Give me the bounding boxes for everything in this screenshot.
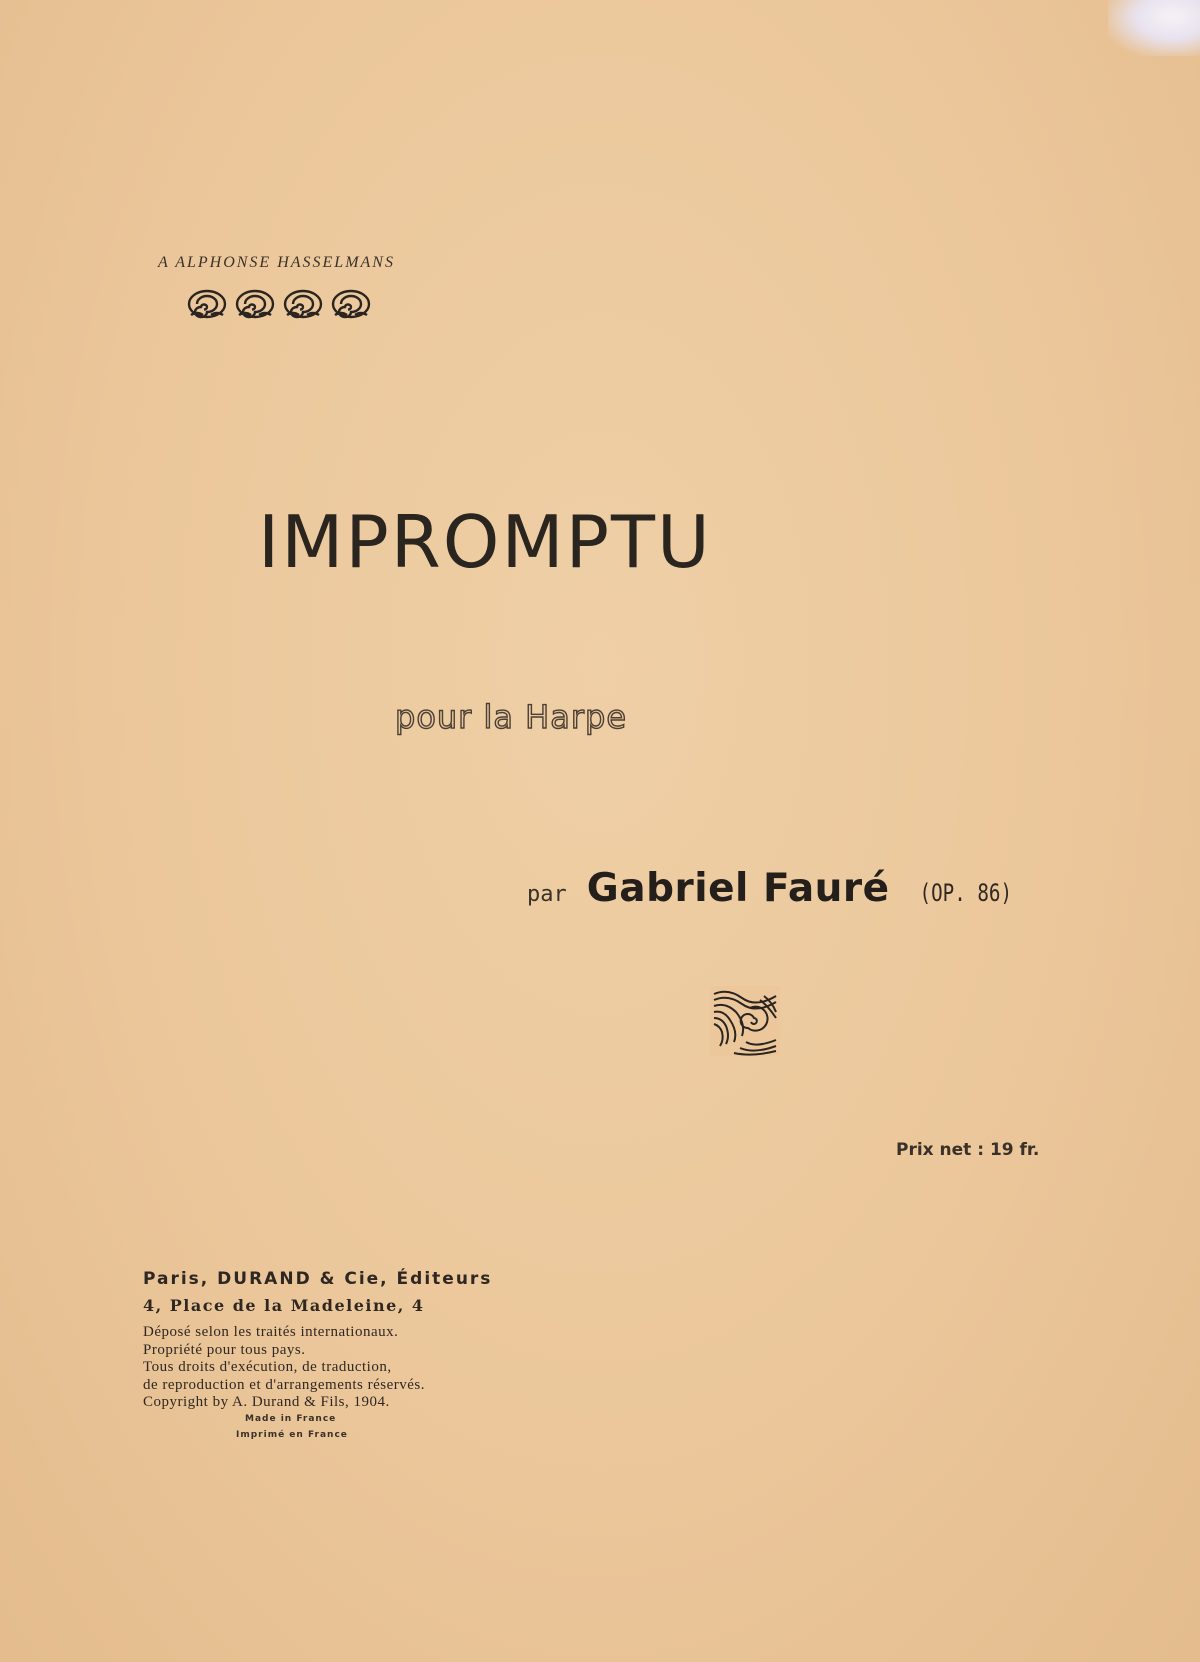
ornament-row — [186, 288, 372, 320]
legal-line: Tous droits d'exécution, de traduction, — [143, 1359, 392, 1375]
legal-line: de reproduction et d'arrangements réservés. — [143, 1376, 426, 1393]
publisher-imprint — [143, 1266, 492, 1412]
made-in-label: Made in France — [245, 1414, 337, 1424]
publisher-name: Paris, DURAND & Cie, Éditeurs — [143, 1269, 493, 1289]
legal-line: Propriété pour tous pays. — [143, 1341, 306, 1358]
dedication: A ALPHONSE HASSELMANS — [158, 254, 395, 271]
swirl-ornament-icon — [234, 288, 276, 320]
wave-emblem-icon — [710, 986, 780, 1056]
opus-number: (OP. 86) — [919, 879, 1012, 907]
price: Prix net : 19 fr. — [896, 1140, 1040, 1160]
composer-prefix: par — [527, 882, 567, 907]
legal-line: Déposé selon les traités internationaux. — [143, 1324, 399, 1340]
paper-stain — [1108, 0, 1200, 56]
publisher-address: 4, Place de la Madeleine, 4 — [143, 1296, 425, 1315]
swirl-ornament-icon — [330, 288, 372, 320]
swirl-ornament-icon — [186, 288, 228, 320]
page-title: IMPROMPTU — [258, 500, 712, 584]
swirl-ornament-icon — [282, 288, 324, 320]
subtitle: pour la Harpe — [395, 698, 627, 736]
emblem — [710, 986, 780, 1060]
legal-notice — [143, 1324, 492, 1412]
composer-line — [527, 866, 1023, 911]
copyright-line: Copyright by A. Durand & Fils, 1904. — [143, 1394, 390, 1410]
composer-name: Gabriel Fauré — [586, 866, 890, 911]
imprime-label: Imprimé en France — [236, 1430, 348, 1440]
